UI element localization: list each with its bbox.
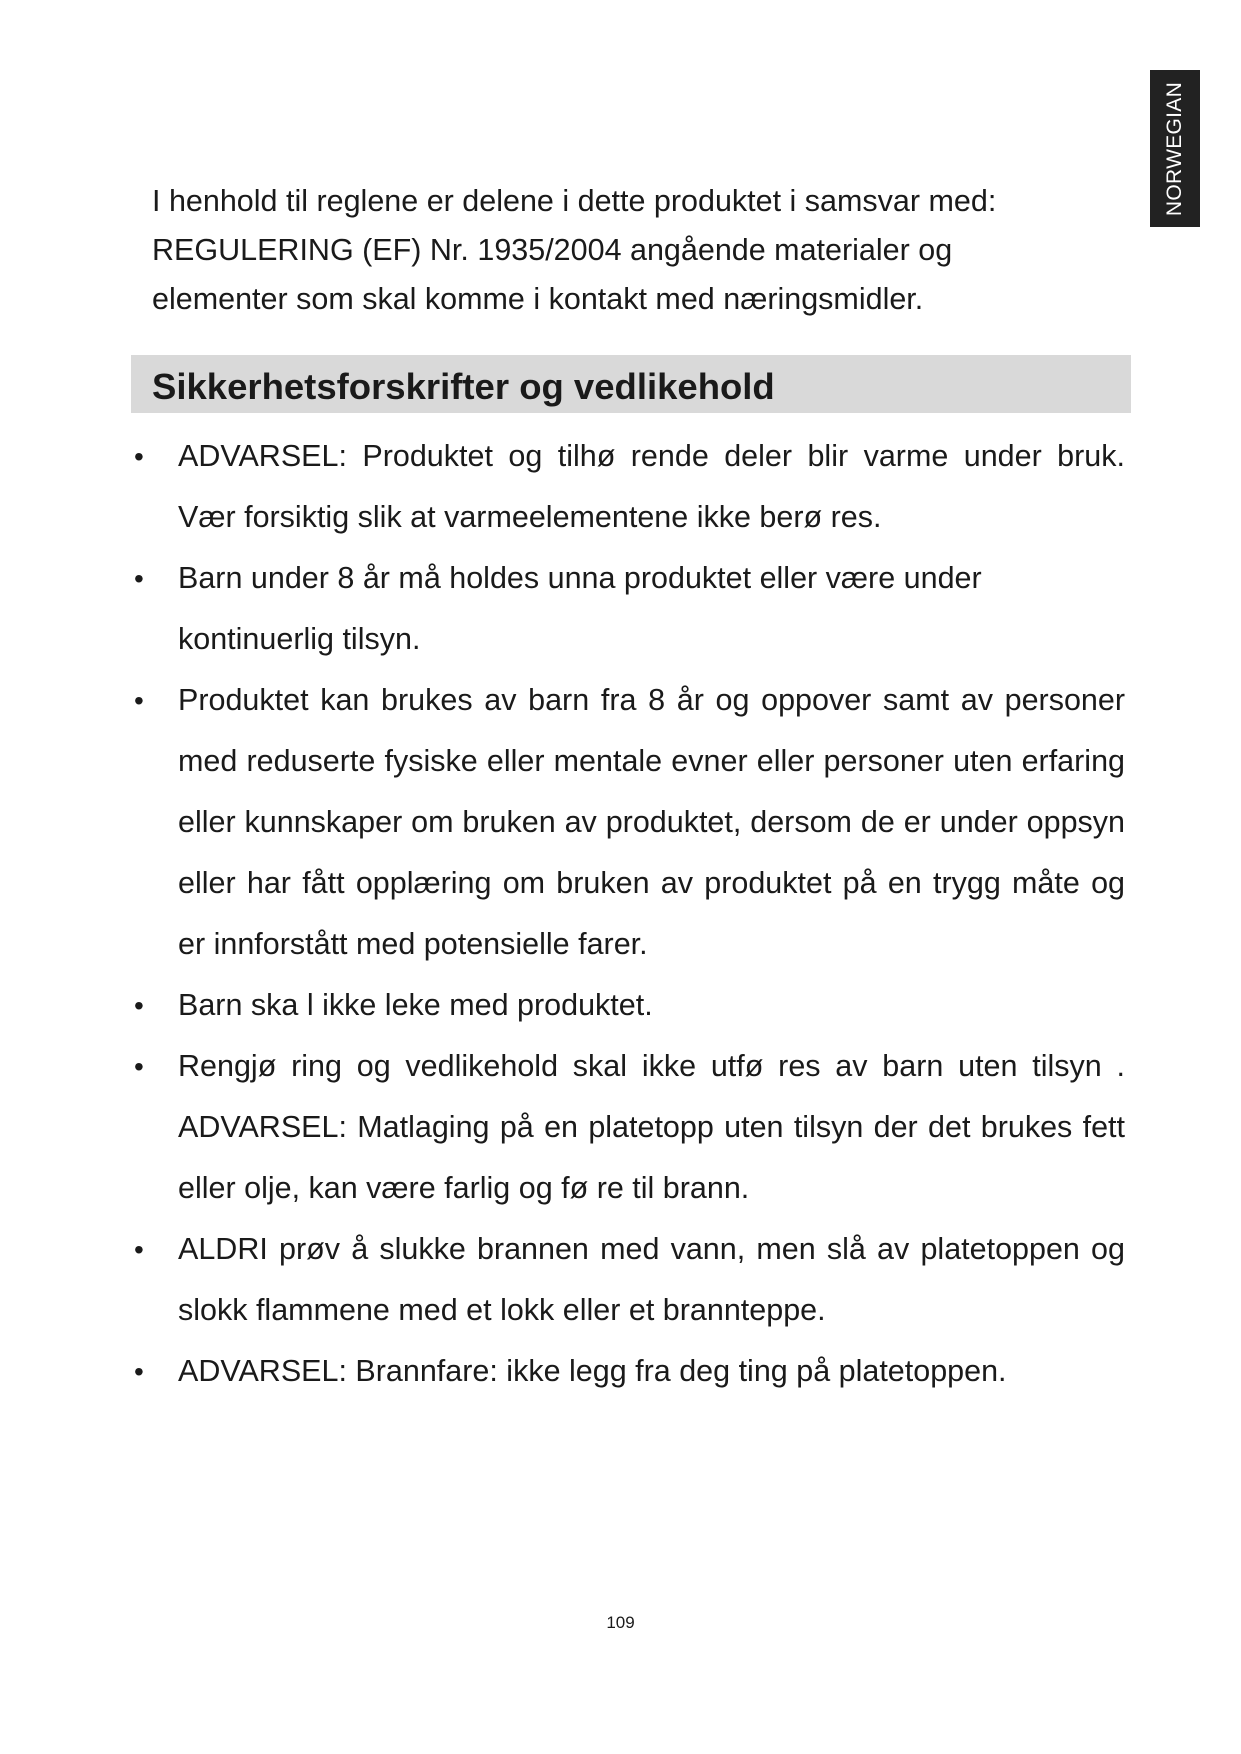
list-item	[0, 426, 1125, 548]
list-item	[0, 1341, 1125, 1402]
page-number: 109	[606, 1613, 635, 1632]
language-tab	[1150, 70, 1200, 227]
list-item-text: ADVARSEL: Produktet og tilhø rende deler blir varme under bruk. Vær forsiktig slik at varmeelementene ikke berø res.	[178, 439, 1125, 534]
list-item	[0, 1036, 1125, 1219]
list-item	[0, 1219, 1125, 1341]
list-item-text: Barn under 8 år må holdes unna produktet eller være under kontinuerlig tilsyn.	[178, 561, 982, 656]
language-tab-label: NORWEGIAN	[1163, 81, 1186, 216]
bullet-icon: •	[134, 441, 144, 472]
list-item-text: Rengjø ring og vedlikehold skal ikke utfø res av barn uten tilsyn . ADVARSEL: Matlaging på en platetopp uten tilsyn der det brukes fett eller olje, kan være farlig og fø re til brann.	[178, 1049, 1125, 1205]
list-item-text: ALDRI prøv å slukke brannen med vann, men slå av platetoppen og slokk flammene med et lokk eller et brannteppe.	[178, 1232, 1125, 1327]
bullet-icon: •	[134, 1051, 144, 1082]
bullet-icon: •	[134, 1234, 144, 1265]
compliance-statement: I henhold til reglene er delene i dette produktet i samsvar med: REGULERING (EF) Nr. 1935/2004 angående materialer og elementer som skal komme i kontakt med næringsmidler.	[152, 184, 997, 316]
list-item	[0, 548, 1125, 670]
list-item-text: ADVARSEL: Brannfare: ikke legg fra deg ting på platetoppen.	[178, 1354, 1007, 1388]
list-item-text: Produktet kan brukes av barn fra 8 år og oppover samt av personer med reduserte fysiske eller mentale evner eller personer uten erfaring eller kunnskaper om bruken av produktet, dersom de er under oppsyn eller har fått opplæring om bruken av produktet på en trygg måte og er innforstått med potensielle farer.	[178, 683, 1125, 961]
bullet-icon: •	[134, 563, 144, 594]
safety-instructions-list	[0, 426, 1241, 1402]
bullet-icon: •	[134, 990, 144, 1021]
list-item-text: Barn ska l ikke leke med produktet.	[178, 988, 653, 1022]
bullet-icon: •	[134, 1356, 144, 1387]
section-title: Sikkerhetsforskrifter og vedlikehold	[152, 366, 775, 407]
list-item	[0, 975, 1125, 1036]
bullet-icon: •	[134, 685, 144, 716]
list-item	[0, 670, 1125, 975]
